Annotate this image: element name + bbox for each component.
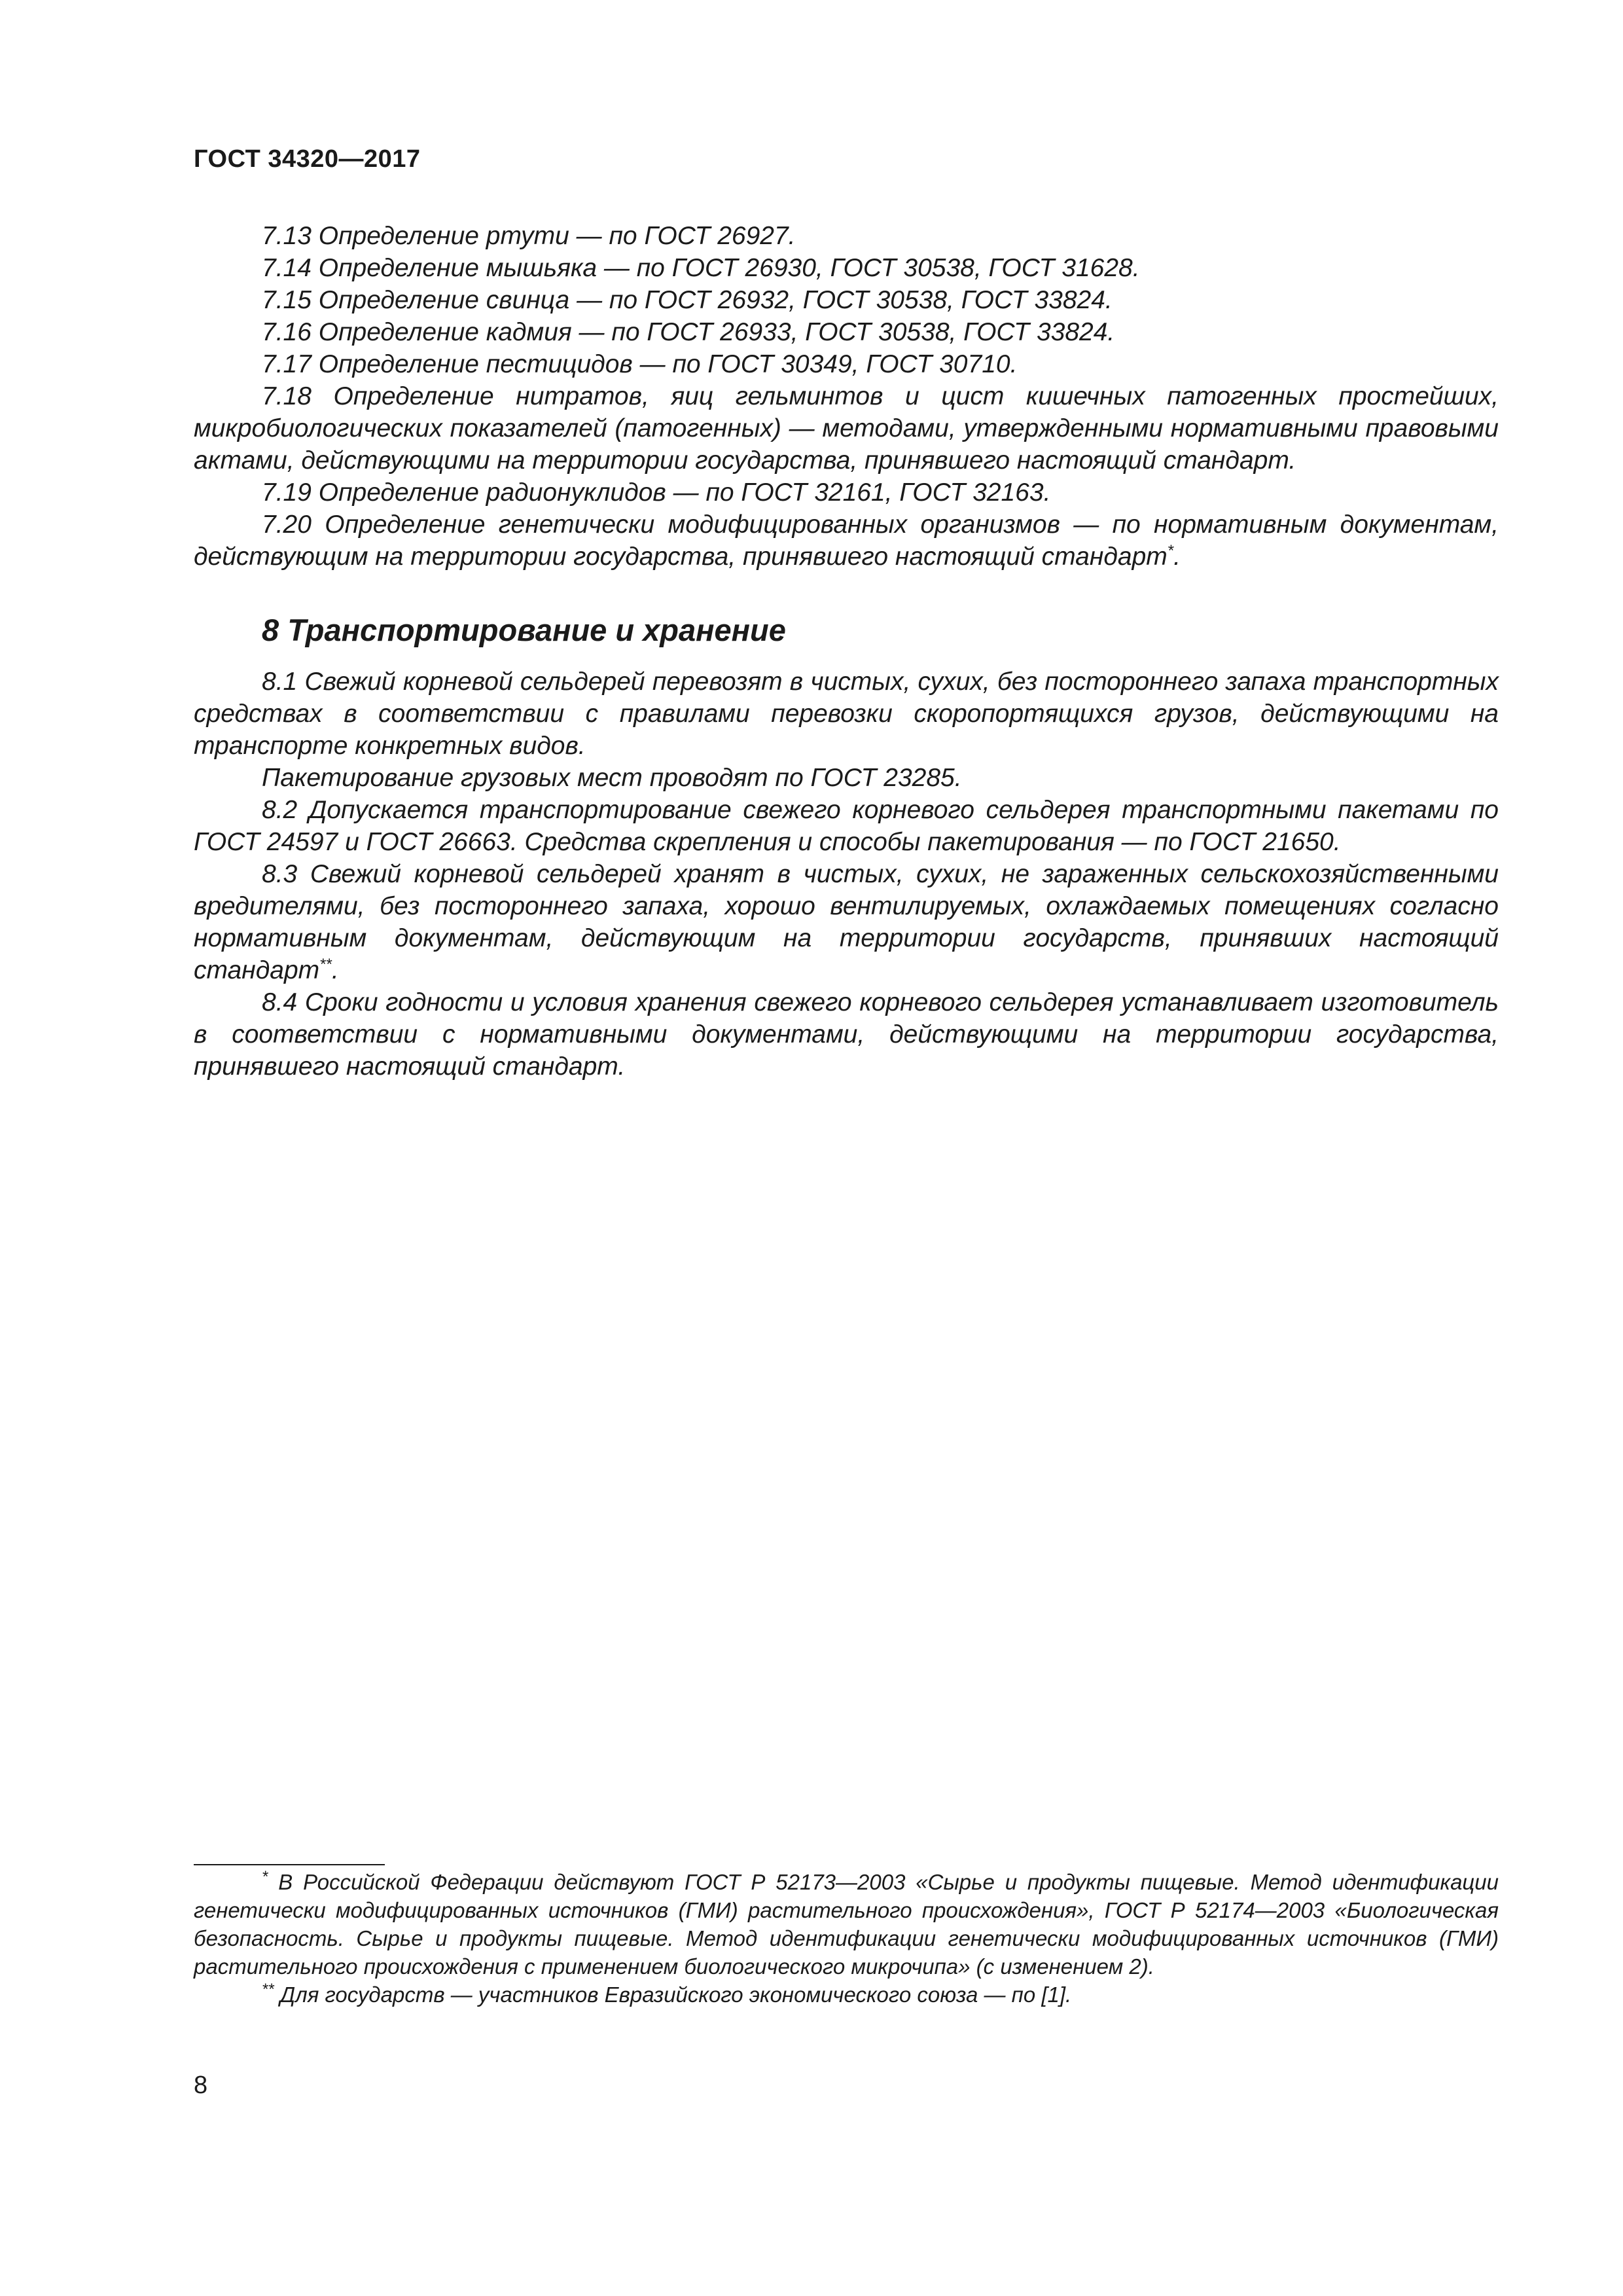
footnote-ref-1: * xyxy=(1167,542,1174,560)
paragraph-7-14: 7.14 Определение мышьяка — по ГОСТ 26930, ГОСТ 30538, ГОСТ 31628. xyxy=(262,254,1140,282)
section-8-title: 8 Транспортирование и хранение xyxy=(262,613,786,647)
footnotes xyxy=(194,1864,1499,2009)
paragraph-7-13: 7.13 Определение ртути — по ГОСТ 26927. xyxy=(262,222,796,250)
footnote-2-text: Для государств — участников Евразийского экономического союза — по [1]. xyxy=(274,1982,1072,2007)
footnote-1-mark: * xyxy=(262,1868,268,1886)
paragraph-7-15: 7.15 Определение свинца — по ГОСТ 26932, ГОСТ 30538, ГОСТ 33824. xyxy=(262,286,1113,314)
paragraph-7-17: 7.17 Определение пестицидов — по ГОСТ 30349, ГОСТ 30710. xyxy=(262,350,1018,378)
footnote-2 xyxy=(194,1981,1499,2009)
document-body xyxy=(194,220,1499,1083)
paragraph-7-18: 7.18 Определение нитратов, яиц гельминтов и цист кишечных патогенных простейших, микробиологических показателей (патогенных) — методами, утвержденными нормативными правовыми актами, действующими на территории государства, принявшего настоящий стандарт. xyxy=(194,382,1499,475)
footnote-1 xyxy=(194,1868,1499,1981)
page-number: 8 xyxy=(194,2072,208,2099)
footnote-ref-2: ** xyxy=(319,956,332,973)
paragraph-8-3-end: . xyxy=(331,956,339,984)
paragraph-8-1: 8.1 Свежий корневой сельдерей перевозят в чистых, сухих, без постороннего запаха транспортных средствах в соответствии с правилами перевозки скоропортящихся грузов, действующими на транспорте конкретных видов. xyxy=(194,668,1499,760)
paragraph-8-2: 8.2 Допускается транспортирование свежего корневого сельдерея транспортными пакетами по ГОСТ 24597 и ГОСТ 26663. Средства скрепления и способы пакетирования — по ГОСТ 21650. xyxy=(194,796,1499,856)
paragraph-7-19: 7.19 Определение радионуклидов — по ГОСТ 32161, ГОСТ 32163. xyxy=(262,478,1051,507)
footnote-divider xyxy=(194,1864,385,1865)
paragraph-7-20-text: 7.20 Определение генетически модифицированных организмов — по нормативным документам, действующим на территории государства, принявшего настоящий стандарт xyxy=(194,511,1499,571)
paragraph-packaging: Пакетирование грузовых мест проводят по ГОСТ 23285. xyxy=(262,764,962,792)
paragraph-7-20 xyxy=(194,509,1499,573)
footnote-2-mark: ** xyxy=(262,1981,274,1998)
document-header: ГОСТ 34320—2017 xyxy=(194,145,421,173)
paragraph-8-4: 8.4 Сроки годности и условия хранения свежего корневого сельдерея устанавливает изготовитель в соответствии с нормативными документами, действующими на территории государства, принявшего настоящий стандарт. xyxy=(194,988,1499,1081)
footnote-1-text: В Российской Федерации действуют ГОСТ Р 52173—2003 «Сырье и продукты пищевые. Метод идентификации генетически модифицированных источников (ГМИ) растительного происхождения», ГОСТ Р 52174—2003 «Биологическая безопасность. Сырье и продукты пищевые. Метод идентификации генетически модифицированных источников (ГМИ) растительного происхождения с применением биологического микрочипа» (с изменением 2). xyxy=(194,1870,1499,1979)
paragraph-8-3 xyxy=(194,858,1499,986)
paragraph-7-16: 7.16 Определение кадмия — по ГОСТ 26933, ГОСТ 30538, ГОСТ 33824. xyxy=(262,318,1115,346)
paragraph-8-3-text: 8.3 Свежий корневой сельдерей хранят в чистых, сухих, не зараженных сельскохозяйственными вредителями, без постороннего запаха, хорошо вентилируемых, охлаждаемых помещениях согласно нормативным документам, действующим на территории государств, принявших настоящий стандарт xyxy=(194,860,1499,984)
paragraph-7-20-end: . xyxy=(1173,543,1181,571)
